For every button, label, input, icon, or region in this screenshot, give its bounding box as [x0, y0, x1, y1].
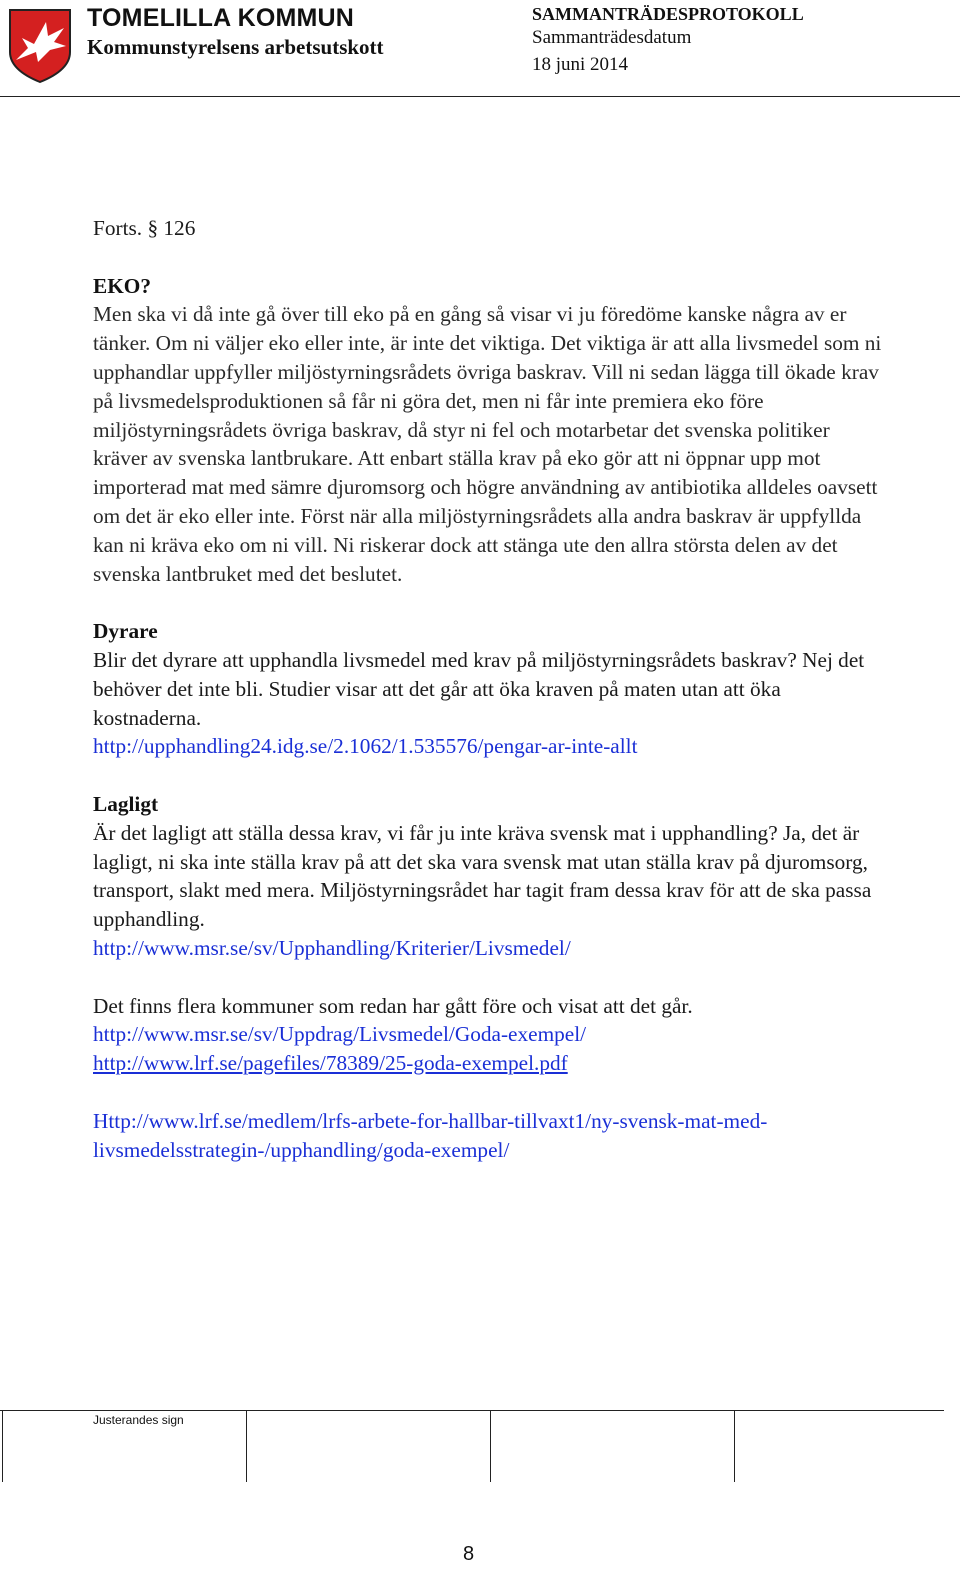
heading-eko: EKO? — [93, 273, 151, 298]
link-msr-goda-exempel[interactable]: http://www.msr.se/sv/Uppdrag/Livsmedel/Goda-exempel/ — [93, 1022, 587, 1047]
paragraph-eko: Men ska vi då inte gå över till eko på en gång så visar vi ju föredöme kanske några av er tänker. Om ni väljer eko eller inte, är inte det viktiga. Det viktiga är att alla livsmedel som ni upphandlar uppfyller miljöstyrningsrådets övriga baskrav. Vill ni sedan lägga till ökade krav på livsmedelsproduktionen så får ni göra det, men ni får inte premiera eko före miljöstyrningsrådets övriga baskrav, då styr ni fel och motarbetar det svenska politiker kräver av svenska lantbrukare. Att enbart ställa krav på eko gör att ni öppnar upp mot importerad mat med sämre djuromsorg och högre användning av antibiotika alldeles oavsett om det är eko eller inte. Först när alla miljöstyrningsrådets alla andra baskrav är uppfyllda kan ni kräva eko om ni vill. Ni riskerar dock att stänga ute den allra största delen av det svenska lantbruket med det beslutet. — [93, 302, 882, 586]
page-header — [0, 0, 960, 100]
section-reference: Forts. § 126 — [93, 216, 196, 240]
spacer — [93, 1078, 883, 1107]
municipal-crest-logo — [8, 8, 72, 84]
heading-lagligt: Lagligt — [93, 791, 159, 816]
signature-divider — [734, 1410, 735, 1482]
meeting-date: 18 juni 2014 — [532, 54, 629, 75]
meeting-date-label: Sammanträdesdatum — [532, 27, 692, 48]
signature-label: Justerandes sign — [93, 1413, 184, 1427]
paragraph-dyrare: Blir det dyrare att upphandla livsmedel med krav på miljöstyrningsrådets baskrav? Nej det behöver det inte bli. Studier visar att det går att öka kraven på maten utan att öka kostnaderna. — [93, 647, 865, 730]
paragraph-lagligt: Är det lagligt att ställa dessa krav, vi får ju inte kräva svensk mat i upphandling? Ja, det är lagligt, ni ska inte ställa krav på att det ska vara svensk mat utan ställa krav på djuromsorg, transport, slakt med mera. Miljöstyrningsrådet har tagit fram dessa krav för att de ska passa upphandling. — [93, 820, 872, 932]
organization-unit: Kommunstyrelsens arbetsutskott — [87, 35, 384, 59]
link-lrf-goda-exempel-pdf[interactable]: http://www.lrf.se/pagefiles/78389/25-goda-exempel.pdf — [93, 1051, 568, 1076]
link-lrf-livsmedelsstrategin[interactable]: Http://www.lrf.se/medlem/lrfs-arbete-for-hallbar-tillvaxt1/ny-svensk-mat-med-livsmedelsstrategin-/upphandling/goda-exempel/ — [93, 1108, 768, 1162]
document-body — [93, 214, 883, 1164]
link-msr-kriterier[interactable]: http://www.msr.se/sv/Upphandling/Kriterier/Livsmedel/ — [93, 935, 571, 960]
link-upphandling24[interactable]: http://upphandling24.idg.se/2.1062/1.535576/pengar-ar-inte-allt — [93, 734, 638, 759]
signature-divider — [246, 1410, 247, 1482]
organization-name: TOMELILLA KOMMUN — [87, 4, 355, 32]
signature-divider — [2, 1410, 3, 1482]
signature-top-rule — [0, 1410, 944, 1411]
spacer — [93, 588, 883, 617]
spacer — [93, 243, 883, 272]
spacer — [93, 761, 883, 790]
spacer — [93, 963, 883, 992]
signature-divider — [490, 1410, 491, 1482]
protocol-title: SAMMANTRÄDESPROTOKOLL — [532, 4, 804, 24]
heading-dyrare: Dyrare — [93, 619, 158, 644]
page-number: 8 — [463, 1543, 475, 1565]
header-divider — [0, 96, 960, 97]
paragraph-examples: Det finns flera kommuner som redan har gått före och visat att det går. — [93, 993, 693, 1018]
signature-box — [0, 1410, 944, 1482]
